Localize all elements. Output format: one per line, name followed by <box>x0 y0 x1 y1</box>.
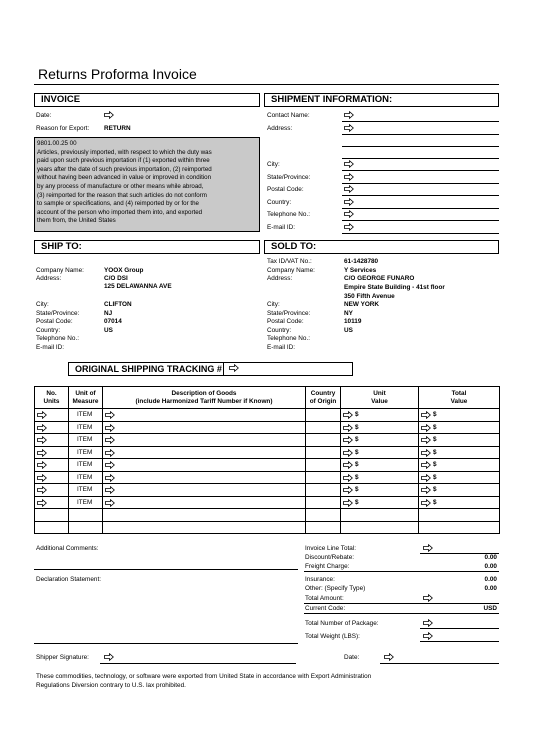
ship-to-header: SHIP TO: <box>34 240 260 254</box>
currency-symbol: $ <box>355 423 359 431</box>
item-label: ITEM <box>77 498 93 506</box>
sold-phone-label: Telephone No.: <box>267 335 310 342</box>
ship-country-label: Country: <box>36 327 61 334</box>
arrow-icon <box>421 436 431 444</box>
date-label: Date: <box>36 112 52 119</box>
cell-total-value[interactable] <box>419 409 500 422</box>
signature-date-label: Date: <box>344 654 360 661</box>
signature-arrow-icon[interactable] <box>104 653 114 661</box>
currency-symbol: $ <box>355 498 359 506</box>
phone-arrow-icon[interactable] <box>344 210 354 218</box>
arrow-icon <box>343 411 353 419</box>
ship-state-value: NJ <box>104 310 113 317</box>
sold-address-line1: C/O GEORGE FUNARO <box>344 275 415 282</box>
declaration-line: years after the date of such previous importation, (2) reimported <box>37 165 212 173</box>
col-unit-value: Unit Value <box>341 387 419 409</box>
declaration-line: paid upon such previous importation if (1) exported within three <box>37 157 210 165</box>
arrow-icon <box>421 499 431 507</box>
city-label: City: <box>267 161 280 168</box>
line-total-arrow-icon[interactable] <box>423 544 433 552</box>
arrow-icon <box>105 474 115 482</box>
footer-line1: These commodities, technology, or software were exported from United State in accordance with Export Administration <box>36 673 372 680</box>
cell-origin[interactable] <box>306 496 341 509</box>
shipment-header: SHIPMENT INFORMATION: <box>264 93 499 107</box>
arrow-icon <box>105 461 115 469</box>
table-row <box>35 471 500 484</box>
cell-measure[interactable] <box>69 496 103 509</box>
cell-unit-value[interactable] <box>341 409 419 422</box>
postal-label: Postal Code: <box>267 186 304 193</box>
additional-comments-label: Additional Comments: <box>36 545 99 552</box>
other-value: 0.00 <box>484 585 497 592</box>
ship-company-value: YOOX Group <box>104 267 144 274</box>
arrow-icon <box>343 461 353 469</box>
cell-total-value[interactable] <box>419 484 500 497</box>
table-row <box>35 496 500 509</box>
declaration-line: Articles, previously imported, with respect to which the duty was <box>37 148 212 156</box>
currency-symbol: $ <box>355 411 359 418</box>
sold-country-label: Country: <box>267 327 292 334</box>
cell-total-value[interactable] <box>419 471 500 484</box>
arrow-icon <box>421 461 431 469</box>
invoice-header: INVOICE <box>34 93 260 107</box>
sold-state-value: NY <box>344 310 353 317</box>
sold-city-value: NEW YORK <box>344 301 380 308</box>
ship-country-value: US <box>104 327 113 334</box>
state-arrow-icon[interactable] <box>344 173 354 181</box>
sold-email-label: E-mail ID: <box>267 344 296 351</box>
reason-value[interactable]: RETURN <box>104 125 131 132</box>
cell-total-value[interactable] <box>419 521 500 534</box>
declaration-line: without having been advanced in value or improved in condition <box>37 174 212 182</box>
cell-units[interactable] <box>35 521 69 534</box>
arrow-icon <box>105 424 115 432</box>
insurance-label: Insurance: <box>305 576 335 583</box>
item-label: ITEM <box>77 411 93 419</box>
arrow-icon <box>37 424 47 432</box>
cell-unit-value[interactable] <box>341 521 419 534</box>
sold-address-line2: Empire State Building - 41st floor <box>344 284 445 291</box>
arrow-icon <box>37 411 47 419</box>
col-measure: Unit of Measure <box>69 387 103 409</box>
currency-symbol: $ <box>433 436 437 443</box>
arrow-icon <box>421 486 431 494</box>
total-amount-arrow-icon[interactable] <box>423 594 433 602</box>
cell-total-value[interactable] <box>419 496 500 509</box>
tracking-label: ORIGINAL SHIPPING TRACKING # <box>68 362 224 376</box>
table-row <box>35 509 500 522</box>
currency-symbol: $ <box>433 411 437 418</box>
item-label: ITEM <box>77 448 93 456</box>
arrow-icon <box>37 486 47 494</box>
currency-symbol: $ <box>433 423 437 431</box>
currency-symbol: $ <box>433 461 437 468</box>
sold-company-value: Y Services <box>344 267 377 274</box>
city-arrow-icon[interactable] <box>344 160 354 168</box>
col-origin: Country of Origin <box>306 387 341 409</box>
cell-origin[interactable] <box>306 459 341 472</box>
arrow-icon <box>343 474 353 482</box>
ship-address-label: Address: <box>36 275 62 282</box>
declaration-line: them from, the United States <box>37 217 116 225</box>
ship-postal-label: Postal Code: <box>36 318 73 325</box>
country-label: Country: <box>267 199 292 206</box>
arrow-icon <box>37 474 47 482</box>
cell-units[interactable] <box>35 459 69 472</box>
cell-unit-value[interactable] <box>341 509 419 522</box>
cell-total-value[interactable] <box>419 509 500 522</box>
total-amount-label: Total Amount: <box>305 595 344 602</box>
title-divider <box>34 84 499 85</box>
currency-symbol: $ <box>355 473 359 481</box>
cell-origin[interactable] <box>306 434 341 447</box>
item-label: ITEM <box>77 461 93 469</box>
arrow-icon <box>37 449 47 457</box>
currency-symbol: $ <box>355 486 359 493</box>
currency-symbol: $ <box>433 486 437 493</box>
declaration-statement-label: Declaration Statement: <box>36 576 102 583</box>
cell-total-value[interactable] <box>419 421 500 434</box>
arrow-icon <box>343 499 353 507</box>
cell-origin[interactable] <box>306 521 341 534</box>
arrow-icon <box>105 411 115 419</box>
cell-unit-value[interactable] <box>341 434 419 447</box>
arrow-icon <box>421 449 431 457</box>
tracking-arrow-icon[interactable] <box>229 364 239 372</box>
cell-unit-value[interactable] <box>341 484 419 497</box>
arrow-icon <box>421 411 431 419</box>
table-row <box>35 409 500 422</box>
table-row <box>35 521 500 534</box>
sold-postal-value: 10119 <box>344 318 362 325</box>
cell-units[interactable] <box>35 509 69 522</box>
cell-measure[interactable] <box>69 471 103 484</box>
ship-postal-value: 07014 <box>104 318 122 325</box>
packages-label: Total Number of Package: <box>305 620 379 627</box>
currency-symbol: $ <box>433 448 437 456</box>
discount-label: Discount/Rebate: <box>305 554 355 561</box>
declaration-line: (3) reimported for the reason that such articles do not conform <box>37 191 207 199</box>
arrow-icon <box>37 499 47 507</box>
cell-measure[interactable] <box>69 434 103 447</box>
cell-units[interactable] <box>35 471 69 484</box>
arrow-icon <box>343 424 353 432</box>
cell-description[interactable] <box>103 471 306 484</box>
sold-city-label: City: <box>267 301 280 308</box>
item-label: ITEM <box>77 436 93 444</box>
weight-arrow-icon[interactable] <box>423 632 433 640</box>
other-label: Other: (Specify Type) <box>305 585 366 592</box>
email-arrow-icon[interactable] <box>344 223 354 231</box>
reason-label: Reason for Export: <box>36 125 90 132</box>
cell-origin[interactable] <box>306 484 341 497</box>
freight-value: 0.00 <box>484 563 497 570</box>
phone-label: Telephone No.: <box>267 211 310 218</box>
contact-arrow-icon[interactable] <box>344 111 354 119</box>
line-total-label: Invoice Line Total: <box>305 545 357 552</box>
declaration-line: by any process of manufacture or other means while abroad, <box>37 182 204 190</box>
cell-origin[interactable] <box>306 421 341 434</box>
ship-city-label: City: <box>36 301 49 308</box>
currency-symbol: $ <box>433 498 437 506</box>
cell-units[interactable] <box>35 446 69 459</box>
cell-description[interactable] <box>103 421 306 434</box>
contact-label: Contact Name: <box>267 112 310 119</box>
weight-label: Total Weight (LBS): <box>305 633 360 640</box>
arrow-icon <box>105 486 115 494</box>
page-title: Returns Proforma Invoice <box>38 66 197 82</box>
cell-description[interactable] <box>103 484 306 497</box>
date-arrow-icon[interactable] <box>104 111 114 119</box>
arrow-icon <box>343 449 353 457</box>
sold-address-label: Address: <box>267 275 293 282</box>
cell-total-value[interactable] <box>419 446 500 459</box>
cell-origin[interactable] <box>306 446 341 459</box>
arrow-icon <box>105 499 115 507</box>
declaration-box <box>34 137 260 232</box>
packages-arrow-icon[interactable] <box>423 619 433 627</box>
cell-description[interactable] <box>103 446 306 459</box>
signature-date-arrow-icon[interactable] <box>384 653 394 661</box>
email-label: E-mail ID: <box>267 224 296 231</box>
ship-company-label: Company Name: <box>36 267 84 274</box>
sold-country-value: US <box>344 327 353 334</box>
item-label: ITEM <box>77 423 93 431</box>
ship-address-line2: 125 DELAWANNA AVE <box>104 283 172 290</box>
arrow-icon <box>421 424 431 432</box>
table-row <box>35 434 500 447</box>
cell-total-value[interactable] <box>419 434 500 447</box>
declaration-line: account of the person who imported them into, and exported <box>37 208 203 216</box>
arrow-icon <box>343 486 353 494</box>
cell-units[interactable] <box>35 421 69 434</box>
address-label: Address: <box>267 125 293 132</box>
currency-symbol: $ <box>355 461 359 468</box>
insurance-value: 0.00 <box>484 576 497 583</box>
declaration-line: to sample or specifications, and (4) reimported by or for the <box>37 200 199 208</box>
cell-unit-value[interactable] <box>341 459 419 472</box>
cell-unit-value[interactable] <box>341 496 419 509</box>
sold-state-label: State/Province: <box>267 310 311 317</box>
col-total-value: Total Value <box>419 387 500 409</box>
ship-city-value: CLIFTON <box>104 301 132 308</box>
cell-units[interactable] <box>35 484 69 497</box>
table-row <box>35 421 500 434</box>
cell-description[interactable] <box>103 459 306 472</box>
sold-address-line3: 350 Fifth Avenue <box>344 293 395 300</box>
cell-measure[interactable] <box>69 484 103 497</box>
country-arrow-icon[interactable] <box>344 198 354 206</box>
table-row <box>35 446 500 459</box>
table-row <box>35 459 500 472</box>
arrow-icon <box>37 436 47 444</box>
cell-units[interactable] <box>35 434 69 447</box>
cell-measure[interactable] <box>69 421 103 434</box>
cell-origin[interactable] <box>306 409 341 422</box>
cell-description[interactable] <box>103 496 306 509</box>
cell-description[interactable] <box>103 409 306 422</box>
arrow-icon <box>343 436 353 444</box>
cell-measure[interactable] <box>69 509 103 522</box>
col-units: No. Units <box>35 387 69 409</box>
discount-value: 0.00 <box>484 554 497 561</box>
ship-state-label: State/Province: <box>36 310 80 317</box>
currency-value: USD <box>483 605 497 612</box>
arrow-icon <box>105 436 115 444</box>
cell-unit-value[interactable] <box>341 421 419 434</box>
item-label: ITEM <box>77 473 93 481</box>
cell-origin[interactable] <box>306 471 341 484</box>
postal-arrow-icon[interactable] <box>344 185 354 193</box>
cell-origin[interactable] <box>306 509 341 522</box>
col-description: Description of Goods (include Harmonized Tariff Number if Known) <box>103 387 306 409</box>
sold-tax-value: 61-1428780 <box>344 258 379 265</box>
ship-email-label: E-mail ID: <box>36 344 65 351</box>
cell-description[interactable] <box>103 521 306 534</box>
ship-address-line1: C/O DSI <box>104 275 128 282</box>
currency-symbol: $ <box>433 473 437 481</box>
footer-line2: Regulations Diversion contrary to U.S. lax prohibited. <box>36 682 186 689</box>
goods-table <box>34 386 500 534</box>
cell-unit-value[interactable] <box>341 471 419 484</box>
cell-measure[interactable] <box>69 446 103 459</box>
arrow-icon <box>421 474 431 482</box>
state-label: State/Province: <box>267 174 311 181</box>
arrow-icon <box>105 449 115 457</box>
table-header-row <box>35 387 500 409</box>
cell-description[interactable] <box>103 434 306 447</box>
sold-tax-label: Tax ID/VAT No.: <box>267 258 312 265</box>
cell-measure[interactable] <box>69 459 103 472</box>
cell-measure[interactable] <box>69 521 103 534</box>
ship-phone-label: Telephone No.: <box>36 335 79 342</box>
item-label: ITEM <box>77 486 93 494</box>
cell-unit-value[interactable] <box>341 446 419 459</box>
address-arrow-icon[interactable] <box>344 124 354 132</box>
currency-symbol: $ <box>355 448 359 456</box>
sold-company-label: Company Name: <box>267 267 315 274</box>
sold-postal-label: Postal Code: <box>267 318 304 325</box>
shipper-signature-label: Shipper Signature: <box>36 654 89 661</box>
table-row <box>35 484 500 497</box>
currency-label: Current Code: <box>305 605 346 612</box>
cell-measure[interactable] <box>69 409 103 422</box>
declaration-code: 9801.00.25 00 <box>37 140 77 147</box>
sold-to-header: SOLD TO: <box>264 240 499 254</box>
cell-description[interactable] <box>103 509 306 522</box>
arrow-icon <box>37 461 47 469</box>
cell-units[interactable] <box>35 409 69 422</box>
freight-label: Freight Charge: <box>305 563 350 570</box>
cell-units[interactable] <box>35 496 69 509</box>
cell-total-value[interactable] <box>419 459 500 472</box>
currency-symbol: $ <box>355 436 359 443</box>
